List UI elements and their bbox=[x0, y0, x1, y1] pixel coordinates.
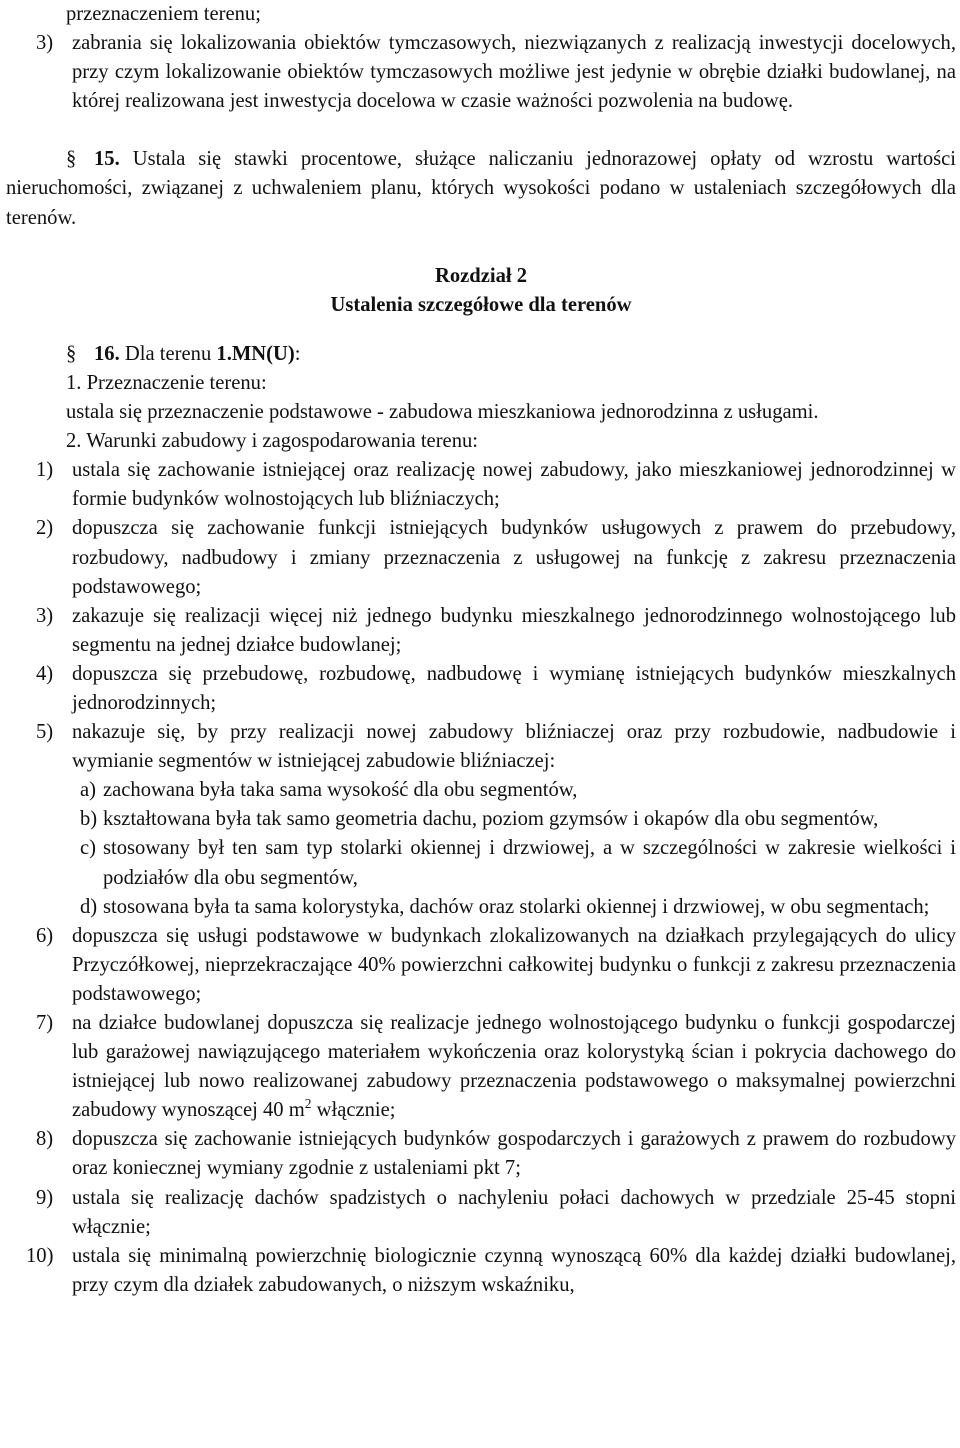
paragraph-text: Ustala się stawki procentowe, służące naliczaniu jednorazowej opłaty od wzrostu wartości nieruchomości, związanej z uchwaleniem planu, których wysokości podano w ustaleniach szczegółowych dla terenów. bbox=[6, 148, 956, 229]
subitem-text: zachowana była taka sama wysokość dla obu segmentów, bbox=[103, 779, 578, 802]
item-text: dopuszcza się przebudowę, rozbudowę, nadbudowę i wymianę istniejących budynków mieszkalnych jednorodzinnych; bbox=[72, 662, 956, 714]
list-item bbox=[6, 1125, 956, 1183]
subitem-text: kształtowana była tak samo geometria dachu, poziom gzymsów i okapów dla obu segmentów, bbox=[103, 808, 879, 831]
paragraph-colon: : bbox=[294, 342, 301, 365]
item-text: ustala się zachowanie istniejącej oraz realizację nowej zabudowy, jako mieszkaniowej jednorodzinnej w formie budynków wolnostojących lub bliźniaczych; bbox=[72, 459, 956, 511]
list-item bbox=[6, 1242, 956, 1300]
chapter-subtitle: Ustalenia szczegółowe dla terenów bbox=[330, 293, 632, 316]
paragraph-number: 16. bbox=[94, 342, 120, 365]
subitem-letter: b) bbox=[80, 808, 98, 831]
item-text: dopuszcza się zachowanie istniejących budynków gospodarczych i garażowych z prawem do rozbudowy oraz koniecznej wymiany zgodnie z ustaleniami pkt 7; bbox=[72, 1128, 956, 1180]
item-number: 10) bbox=[26, 1244, 54, 1267]
sub-list-item bbox=[6, 834, 956, 892]
section-title: Warunki zabudowy i zagospodarowania terenu: bbox=[86, 430, 479, 453]
item-number: 3) bbox=[36, 32, 54, 55]
item-text: ustala się minimalną powierzchnię biologicznie czynną wynoszącą 60% dla każdej działki budowlanej, przy czym dla działek zabudowanych, o niższym wskaźniku, bbox=[72, 1244, 956, 1296]
list-item bbox=[6, 718, 956, 776]
list-item bbox=[6, 660, 956, 718]
item-text: ustala się realizację dachów spadzistych o nachyleniu połaci dachowych w przedziale 25-45 stopni włącznie; bbox=[72, 1186, 956, 1238]
item-text-part: włącznie; bbox=[316, 1099, 396, 1122]
item-text: zabrania się lokalizowania obiektów tymczasowych, niezwiązanych z realizacją inwestycji docelowych, przy czym lokalizowanie obiektów tymczasowych możliwe jest jedynie w obrębie działki budowlanej, na której realizowana jest inwestycja docelowa w czasie ważności pozwolenia na budowę. bbox=[72, 32, 956, 113]
section-text: ustala się przeznaczenie podstawowe - zabudowa mieszkaniowa jednorodzinna z usługami. bbox=[66, 401, 819, 424]
text-line: przeznaczeniem terenu; bbox=[66, 3, 261, 25]
paragraph-16 bbox=[6, 340, 956, 369]
section-heading: 1. Przeznaczenie terenu: bbox=[66, 371, 267, 394]
subitem-text: stosowany był ten sam typ stolarki okiennej i drzwiowej, a w szczególności w zakresie wielkości i podziałów dla obu segmentów, bbox=[103, 837, 956, 889]
item-number: 1) bbox=[36, 459, 54, 482]
item-text-part: na działce budowlanej dopuszcza się realizacje jednego wolnostojącego budynku o funkcji gospodarczej lub garażowej nawiązującego materiałem wykończenia oraz kolorystyką ścian i pokrycia dachowego do istniejącej lub nowo realizowanej zabudowy przeznaczenia podstawowego o maksymalnej powierzchni zabudowy wynoszącej 40 m bbox=[72, 1012, 956, 1122]
section-heading bbox=[6, 427, 956, 456]
item-text: nakazuje się, by przy realizacji nowej zabudowy bliźniaczej oraz przy rozbudowie, nadbudowie i wymianie segmentów w istniejącej zabudowie bliźniaczej: bbox=[72, 721, 956, 773]
list-item bbox=[6, 456, 956, 514]
subitem-letter: d) bbox=[80, 895, 98, 918]
superscript: 2 bbox=[304, 1096, 312, 1112]
list-item bbox=[6, 602, 956, 660]
subitem-text: stosowana była ta sama kolorystyka, dachów oraz stolarki okiennej i drzwiowej, w obu segmentach; bbox=[103, 895, 930, 918]
paragraph-15 bbox=[6, 145, 956, 232]
paragraph-sign: § bbox=[66, 148, 77, 171]
item-number: 8) bbox=[36, 1128, 54, 1151]
list-item bbox=[6, 922, 956, 1009]
item-number: 4) bbox=[36, 662, 54, 685]
chapter-title: Rozdział 2 bbox=[434, 264, 528, 287]
subitem-letter: c) bbox=[80, 837, 96, 860]
item-text bbox=[72, 1009, 956, 1125]
item-number: 2) bbox=[36, 517, 54, 540]
area-code: 1.MN(U) bbox=[216, 342, 295, 365]
list-item bbox=[6, 1184, 956, 1242]
section-number: 2. bbox=[66, 430, 82, 453]
item-number: 6) bbox=[36, 924, 54, 947]
subitem-letter: a) bbox=[80, 779, 96, 802]
item-number: 9) bbox=[36, 1186, 54, 1209]
item-text: dopuszcza się usługi podstawowe w budynkach zlokalizowanych na działkach przylegających do ulicy Przyczółkowej, nieprzekraczające 40% powierzchni całkowitej budynku o funkcji z zakresu przeznaczenia podstawowego; bbox=[72, 924, 956, 1005]
item-number: 5) bbox=[36, 721, 54, 744]
sub-list-item bbox=[6, 776, 956, 805]
paragraph-lead: Dla terenu bbox=[124, 342, 212, 365]
item-text: dopuszcza się zachowanie funkcji istniejących budynków usługowych z prawem do przebudowy, rozbudowy, nadbudowy i zmiany przeznaczenia z usługowej na funkcję z zakresu przeznaczenia podstawowego; bbox=[72, 517, 956, 598]
sub-list-item bbox=[6, 893, 956, 922]
item-number: 3) bbox=[36, 604, 54, 627]
item-number: 7) bbox=[36, 1012, 54, 1034]
list-item bbox=[6, 29, 956, 116]
list-item bbox=[6, 1009, 956, 1125]
paragraph-sign: § bbox=[66, 342, 77, 365]
paragraph-number: 15. bbox=[94, 148, 120, 171]
list-item bbox=[6, 514, 956, 601]
item-text: zakazuje się realizacji więcej niż jednego budynku mieszkalnego jednorodzinnego wolnostojącego lub segmentu na jednej działce budowlanej; bbox=[72, 604, 956, 656]
sub-list-item bbox=[6, 805, 956, 834]
